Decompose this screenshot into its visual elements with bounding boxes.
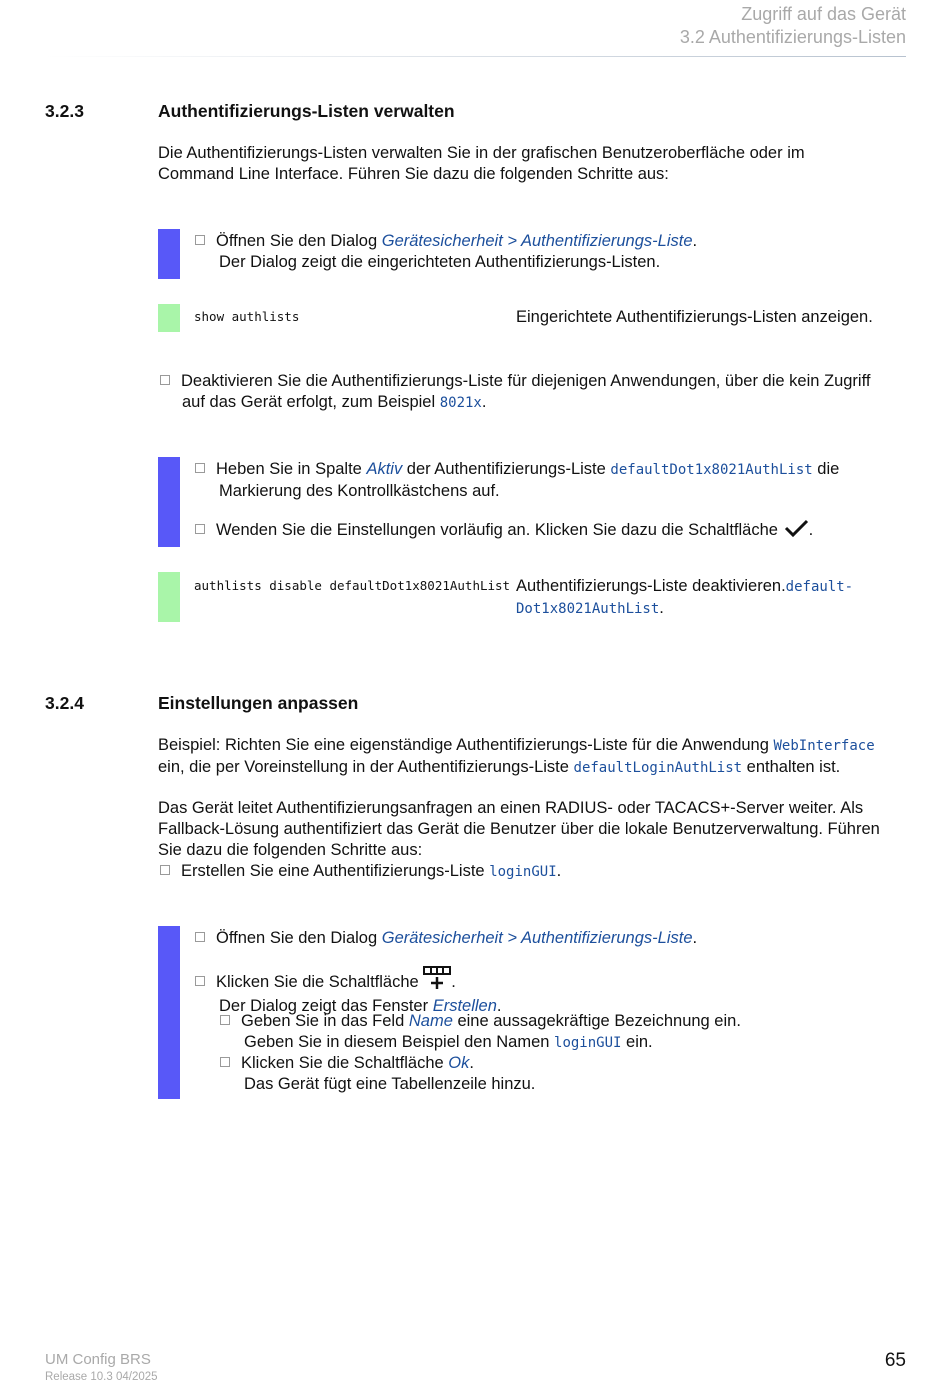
gui-step-uncheck-aktiv: Heben Sie in Spalte Aktiv der Authentifizierungs-Liste defaultDot1x8021AuthList die Markierung des Kontrollkästchens auf. (195, 459, 839, 502)
checkbox-icon (195, 976, 205, 986)
checkbox-icon (160, 865, 170, 875)
checkbox-icon (195, 235, 205, 245)
field-name: Name (408, 1012, 453, 1030)
checkbox-icon (160, 375, 170, 385)
code-logingui: loginGUI (489, 864, 557, 880)
gui-bar (158, 229, 180, 279)
column-aktiv: Aktiv (366, 460, 403, 478)
fallback-paragraph: Das Gerät leitet Authentifizierungsanfragen an einen RADIUS- oder TACACS+-Server weiter. Als Fallback-Lösung authentifiziert das Gerät die Benutzer über die lokale Benutzerverwaltung. Führen Sie dazu die folgenden Schritte aus: (158, 799, 880, 859)
step-create-list: Erstellen Sie eine Authentifizierungs-Liste loginGUI. (160, 861, 561, 883)
cli-bar (158, 572, 180, 622)
add-table-row-icon[interactable] (423, 966, 451, 996)
code-8021x: 8021x (439, 395, 482, 411)
checkbox-icon (220, 1015, 230, 1025)
gui-bar (158, 926, 180, 1099)
dialog-link[interactable]: Gerätesicherheit > Authentifizierungs-Liste (381, 232, 693, 250)
gui-step-click-create: Klicken Sie die Schaltfläche . Der Dialog zeigt das Fenster Erstellen. (195, 966, 501, 1017)
page-number: 65 (884, 1350, 906, 1371)
checkbox-icon (195, 932, 205, 942)
footer-release: Release 10.3 04/2025 (45, 1371, 158, 1383)
gui-substep-enter-name: Geben Sie in das Feld Name eine aussagekräftige Bezeichnung ein. Geben Sie in diesem Beispiel den Namen loginGUI ein. (220, 1011, 741, 1054)
footer-doc-title: UM Config BRS (45, 1351, 151, 1368)
step-deactivate: Deaktivieren Sie die Authentifizierungs-Liste für diejenigen Anwendungen, über die kein Zugriff auf das Gerät erfolgt, zum Beispiel 8021x. (160, 371, 920, 414)
checkmark-icon[interactable] (783, 518, 809, 544)
intro-line: Command Line Interface. Führen Sie dazu die folgenden Schritte aus: (158, 165, 669, 183)
gui-bar (158, 457, 180, 547)
button-ok-ref: Ok (448, 1054, 470, 1072)
checkbox-icon (195, 524, 205, 534)
code-webinterface: WebInterface (773, 738, 875, 754)
gui-step-open-dialog: Öffnen Sie den Dialog Gerätesicherheit > Authentifizierungs-Liste. (195, 928, 697, 949)
intro-paragraph (158, 143, 908, 185)
cli-command: show authlists (194, 309, 300, 324)
cli-bar (158, 304, 180, 332)
step-continuation: Markierung des Kontrollkästchens auf. (219, 482, 500, 500)
section-number: 3.2.4 (45, 693, 84, 713)
code-authlist: default- (785, 579, 854, 595)
running-header-chapter: Zugriff auf das Gerät (741, 4, 906, 24)
code-logingui: loginGUI (554, 1035, 622, 1051)
header-divider (45, 56, 906, 57)
checkbox-icon (220, 1057, 230, 1067)
code-authlist: defaultDot1x8021AuthList (610, 462, 813, 478)
cli-command: authlists disable defaultDot1x8021AuthList (194, 578, 511, 593)
example-paragraph: Beispiel: Richten Sie eine eigenständige Authentifizierungs-Liste für die Anwendung WebInterface ein, die per Voreinstellung in der Authentifizierungs-Liste defaultLoginAuthList enthalten ist. (158, 736, 875, 776)
checkbox-icon (195, 463, 205, 473)
cli-description: Eingerichtete Authentifizierungs-Listen anzeigen. (516, 308, 873, 326)
running-header-section: 3.2 Authentifizierungs-Listen (679, 27, 906, 47)
code-default-login: defaultLoginAuthList (573, 760, 743, 776)
gui-step-apply: Wenden Sie die Einstellungen vorläufig an. Klicken Sie dazu die Schaltfläche . (195, 518, 813, 544)
step-result: Das Gerät fügt eine Tabellenzeile hinzu. (244, 1075, 536, 1093)
section-title: Einstellungen anpassen (158, 693, 359, 713)
code-authlist: Dot1x8021AuthList (516, 601, 660, 617)
intro-line: Die Authentifizierungs-Listen verwalten Sie in der grafischen Benutzeroberfläche oder im (158, 144, 805, 162)
section-title: Authentifizierungs-Listen verwalten (158, 101, 455, 121)
section-number: 3.2.3 (45, 101, 84, 121)
gui-substep-click-ok: Klicken Sie die Schaltfläche Ok. Das Gerät fügt eine Tabellenzeile hinzu. (220, 1053, 535, 1095)
gui-step-open-dialog: Öffnen Sie den Dialog Gerätesicherheit > Authentifizierungs-Liste. Der Dialog zeigt die eingerichteten Authentifizierungs-Listen. (195, 231, 697, 273)
window-erstellen: Erstellen (432, 997, 497, 1015)
cli-description: Authentifizierungs-Liste deaktivieren.default- Dot1x8021AuthList. (516, 577, 854, 617)
dialog-link[interactable]: Gerätesicherheit > Authentifizierungs-Liste (381, 929, 693, 947)
step-result: Der Dialog zeigt die eingerichteten Authentifizierungs-Listen. (219, 253, 661, 271)
